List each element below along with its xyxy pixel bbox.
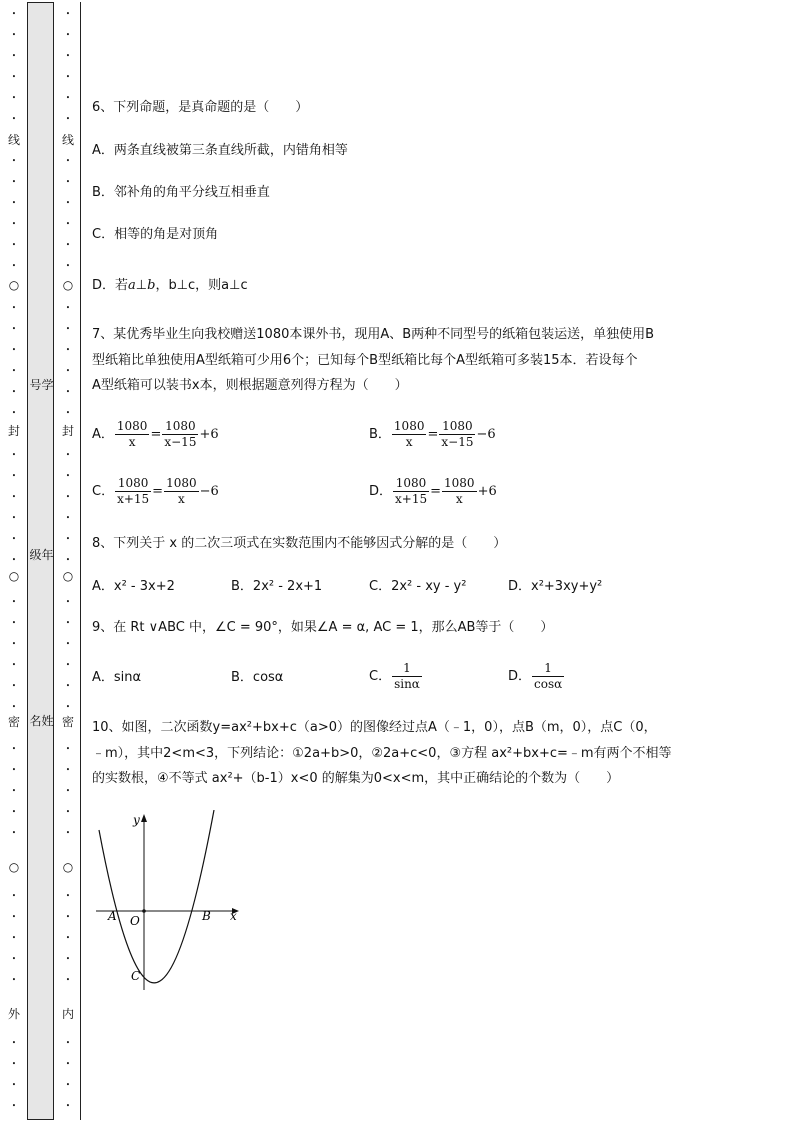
inner-margin-dot: • xyxy=(65,94,71,102)
outer-margin-dot: • xyxy=(11,262,17,270)
q7-c-tail: −6 xyxy=(199,484,219,499)
q9-option-a: A．sinα xyxy=(92,670,142,685)
inner-margin-dot: • xyxy=(65,556,71,564)
inner-margin-dot: • xyxy=(65,10,71,18)
inner-margin-label-2: 封 xyxy=(61,424,74,438)
inner-margin-dot: • xyxy=(65,115,71,123)
point-a-label: A xyxy=(108,909,117,923)
inner-margin-dot: • xyxy=(65,178,71,186)
outer-margin-dot: • xyxy=(11,934,17,942)
outer-margin-label-0: 线 xyxy=(7,133,20,147)
outer-margin-dot: • xyxy=(11,556,17,564)
q7-b-tail: −6 xyxy=(476,427,496,442)
outer-margin-dot: • xyxy=(11,514,17,522)
q9-c-label: C． xyxy=(369,669,392,684)
origin-label: O xyxy=(130,914,140,928)
q7-b-frac2: $\frac{1080}{x-15}$ xyxy=(441,419,474,449)
inner-margin-dot: • xyxy=(65,157,71,165)
binding-info-strip xyxy=(27,2,54,1120)
inner-margin-label-6: 内 xyxy=(61,1007,74,1021)
inner-margin-dot: • xyxy=(65,640,71,648)
inner-margin-dot: • xyxy=(65,346,71,354)
outer-margin-label-3: ○ xyxy=(8,569,20,583)
outer-margin-dot: • xyxy=(11,304,17,312)
inner-margin-dot: • xyxy=(65,367,71,375)
outer-margin-dot: • xyxy=(11,115,17,123)
q8-option-c: C．2x² - xy - y² xyxy=(369,579,467,594)
q7-d-label: D． xyxy=(369,484,393,499)
field-grade: 级年 xyxy=(29,548,54,562)
q7-b-label: B． xyxy=(369,427,391,442)
outer-margin-dot: • xyxy=(11,619,17,627)
outer-margin-dot: • xyxy=(11,976,17,984)
outer-margin-dot: • xyxy=(11,640,17,648)
inner-margin-dot: • xyxy=(65,1081,71,1089)
outer-margin-dot: • xyxy=(11,703,17,711)
q7-a-label: A． xyxy=(92,427,114,442)
q7-a-tail: +6 xyxy=(199,427,219,442)
inner-margin-label-1: ○ xyxy=(62,278,74,292)
inner-margin-dot: • xyxy=(65,661,71,669)
outer-dot-column xyxy=(0,0,28,1123)
q10-line1: 10、如图，二次函数y=ax²+bx+c（a>0）的图像经过点A（﹣1，0），点B（m，0），点C（0， xyxy=(92,720,657,735)
y-axis-label: y xyxy=(133,813,140,827)
q6-d-rest: ，b⊥c，则a⊥c xyxy=(155,278,248,293)
inner-margin-dot: • xyxy=(65,52,71,60)
binding-margin-inner xyxy=(54,0,82,1123)
outer-margin-label-1: ○ xyxy=(8,278,20,292)
q7-option-b xyxy=(369,419,496,450)
inner-margin-dot: • xyxy=(65,1102,71,1110)
parabola-curve xyxy=(99,810,214,983)
outer-margin-dot: • xyxy=(11,955,17,963)
inner-margin-dot: • xyxy=(65,199,71,207)
inner-margin-label-4: 密 xyxy=(61,715,74,729)
outer-margin-dot: • xyxy=(11,787,17,795)
y-axis-arrow xyxy=(141,814,147,822)
q6-option-a: A．两条直线被第三条直线所截，内错角相等 xyxy=(92,143,348,158)
q7-option-a xyxy=(92,419,219,450)
q6-d-b: b xyxy=(147,278,156,293)
inner-margin-dot: • xyxy=(65,829,71,837)
outer-margin-dot: • xyxy=(11,388,17,396)
q9-option-c xyxy=(369,661,423,692)
inner-margin-dot: • xyxy=(65,451,71,459)
q8-option-d: D．x²+3xy+y² xyxy=(508,579,603,594)
q7-a-frac1: $\frac{1080}{x}$ xyxy=(116,419,148,449)
outer-margin-dot: • xyxy=(11,325,17,333)
outer-margin-dot: • xyxy=(11,157,17,165)
inner-margin-dot: • xyxy=(65,787,71,795)
q7-line2: 型纸箱比单独使用A型纸箱可少用6个；已知每个B型纸箱比每个A型纸箱可多装15本．若设每个 xyxy=(92,353,638,368)
outer-margin-dot: • xyxy=(11,1081,17,1089)
outer-margin-label-6: 外 xyxy=(7,1007,20,1021)
outer-margin-dot: • xyxy=(11,892,17,900)
q7-c-frac2: $\frac{1080}{x}$ xyxy=(166,476,197,506)
outer-margin-label-5: ○ xyxy=(8,860,20,874)
outer-margin-dot: • xyxy=(11,220,17,228)
inner-margin-dot: • xyxy=(65,241,71,249)
q8-option-b: B．2x² - 2x+1 xyxy=(231,579,323,594)
inner-margin-dot: • xyxy=(65,493,71,501)
inner-margin-dot: • xyxy=(65,409,71,417)
q9-c-frac: $\frac{1}{\sin\alpha}$ xyxy=(394,661,420,691)
outer-margin-label-2: 封 xyxy=(7,424,20,438)
q7-b-frac1: $\frac{1080}{x}$ xyxy=(393,419,425,449)
outer-margin-dot: • xyxy=(11,1102,17,1110)
outer-margin-dot: • xyxy=(11,745,17,753)
outer-margin-dot: • xyxy=(11,10,17,18)
inner-margin-dot: • xyxy=(65,703,71,711)
inner-margin-dot: • xyxy=(65,745,71,753)
outer-margin-dot: • xyxy=(11,94,17,102)
outer-margin-dot: • xyxy=(11,1039,17,1047)
inner-margin-dot: • xyxy=(65,220,71,228)
outer-margin-dot: • xyxy=(11,829,17,837)
outer-margin-dot: • xyxy=(11,661,17,669)
outer-margin-dot: • xyxy=(11,346,17,354)
outer-margin-dot: • xyxy=(11,472,17,480)
q8-stem: 8、下列关于 x 的二次三项式在实数范围内不能够因式分解的是（ ） xyxy=(92,536,507,551)
inner-margin-dot: • xyxy=(65,934,71,942)
outer-margin-dot: • xyxy=(11,409,17,417)
inner-margin-dot: • xyxy=(65,913,71,921)
inner-margin-label-0: 线 xyxy=(61,133,74,147)
outer-margin-dot: • xyxy=(11,31,17,39)
q7-line3: A型纸箱可以装书x本，则根据题意列得方程为（ ） xyxy=(92,378,408,393)
outer-margin-dot: • xyxy=(11,766,17,774)
q7-c-label: C． xyxy=(92,484,115,499)
inner-margin-dot: • xyxy=(65,472,71,480)
point-c-label: C xyxy=(131,969,141,983)
field-student-id: 号学 xyxy=(29,378,54,392)
inner-margin-dot: • xyxy=(65,682,71,690)
origin-point xyxy=(142,909,146,913)
outer-margin-dot: • xyxy=(11,913,17,921)
inner-dot-column xyxy=(54,0,82,1123)
inner-margin-dot: • xyxy=(65,619,71,627)
inner-margin-dot: • xyxy=(65,304,71,312)
inner-margin-dot: • xyxy=(65,535,71,543)
inner-margin-dot: • xyxy=(65,388,71,396)
q6-option-d xyxy=(92,277,248,295)
outer-margin-dot: • xyxy=(11,367,17,375)
q6-d-perp: ⊥ xyxy=(135,278,148,293)
inner-margin-dot: • xyxy=(65,598,71,606)
q10-line3: 的实数根，④不等式 ax²+（b-1）x<0 的解集为0<x<m，其中正确结论的个数为（ ） xyxy=(92,771,620,786)
q7-a-eq: = xyxy=(150,427,162,442)
q7-d-eq: = xyxy=(430,484,442,499)
q7-d-tail: +6 xyxy=(477,484,497,499)
outer-margin-dot: • xyxy=(11,535,17,543)
outer-margin-dot: • xyxy=(11,598,17,606)
binding-margin-outer xyxy=(0,0,28,1123)
q9-d-label: D． xyxy=(508,669,532,684)
q7-b-eq: = xyxy=(427,427,439,442)
field-name: 名姓 xyxy=(29,714,54,728)
binding-border-line xyxy=(80,2,81,1120)
outer-margin-dot: • xyxy=(11,52,17,60)
outer-margin-dot: • xyxy=(11,451,17,459)
outer-margin-dot: • xyxy=(11,493,17,501)
q10-line2: ﹣m），其中2<m<3，下列结论：①2a+b>0，②2a+c<0，③方程 ax²+bx+c=﹣m有两个不相等 xyxy=(92,746,672,761)
inner-margin-dot: • xyxy=(65,31,71,39)
outer-margin-dot: • xyxy=(11,73,17,81)
inner-margin-dot: • xyxy=(65,73,71,81)
q7-d-frac2: $\frac{1080}{x}$ xyxy=(444,476,475,506)
q7-option-c xyxy=(92,476,219,507)
point-b-label: B xyxy=(202,909,211,923)
q6-d-prefix: D．若 xyxy=(92,278,129,293)
x-axis-label: x xyxy=(230,909,237,923)
inner-margin-dot: • xyxy=(65,262,71,270)
inner-margin-dot: • xyxy=(65,1039,71,1047)
inner-margin-dot: • xyxy=(65,808,71,816)
q6-option-b: B．邻补角的角平分线互相垂直 xyxy=(92,185,270,200)
q9-option-b: B．cosα xyxy=(231,670,284,685)
q9-d-frac: $\frac{1}{\cos\alpha}$ xyxy=(534,661,563,691)
inner-margin-label-3: ○ xyxy=(62,569,74,583)
q7-c-eq: = xyxy=(152,484,164,499)
q7-d-frac1: $\frac{1080}{x+15}$ xyxy=(395,476,428,506)
q7-c-frac1: $\frac{1080}{x+15}$ xyxy=(117,476,150,506)
q7-line1: 7、某优秀毕业生向我校赠送1080本课外书，现用A、B两种不同型号的纸箱包装运送，单独使用B xyxy=(92,327,655,342)
outer-margin-dot: • xyxy=(11,808,17,816)
inner-margin-dot: • xyxy=(65,514,71,522)
q9-option-d xyxy=(508,661,565,692)
inner-margin-dot: • xyxy=(65,1060,71,1068)
inner-margin-dot: • xyxy=(65,955,71,963)
q8-option-a: A．x² - 3x+2 xyxy=(92,579,175,594)
outer-margin-label-4: 密 xyxy=(7,715,20,729)
inner-margin-label-5: ○ xyxy=(62,860,74,874)
inner-margin-dot: • xyxy=(65,766,71,774)
outer-margin-dot: • xyxy=(11,241,17,249)
inner-margin-dot: • xyxy=(65,892,71,900)
q7-option-d xyxy=(369,476,497,507)
inner-margin-dot: • xyxy=(65,976,71,984)
q6-stem: 6、下列命题，是真命题的是（ ） xyxy=(92,100,309,115)
q9-stem: 9、在 Rt ∨ABC 中，∠C = 90°，如果∠A = α, AC = 1，那么AB等于（ ） xyxy=(92,620,554,635)
inner-margin-dot: • xyxy=(65,325,71,333)
q6-option-c: C．相等的角是对顶角 xyxy=(92,227,219,242)
q6-d-a: a xyxy=(128,278,136,293)
outer-margin-dot: • xyxy=(11,682,17,690)
q10-parabola-figure xyxy=(92,810,252,995)
outer-margin-dot: • xyxy=(11,178,17,186)
q7-a-frac2: $\frac{1080}{x-15}$ xyxy=(164,419,197,449)
outer-margin-dot: • xyxy=(11,1060,17,1068)
outer-margin-dot: • xyxy=(11,199,17,207)
